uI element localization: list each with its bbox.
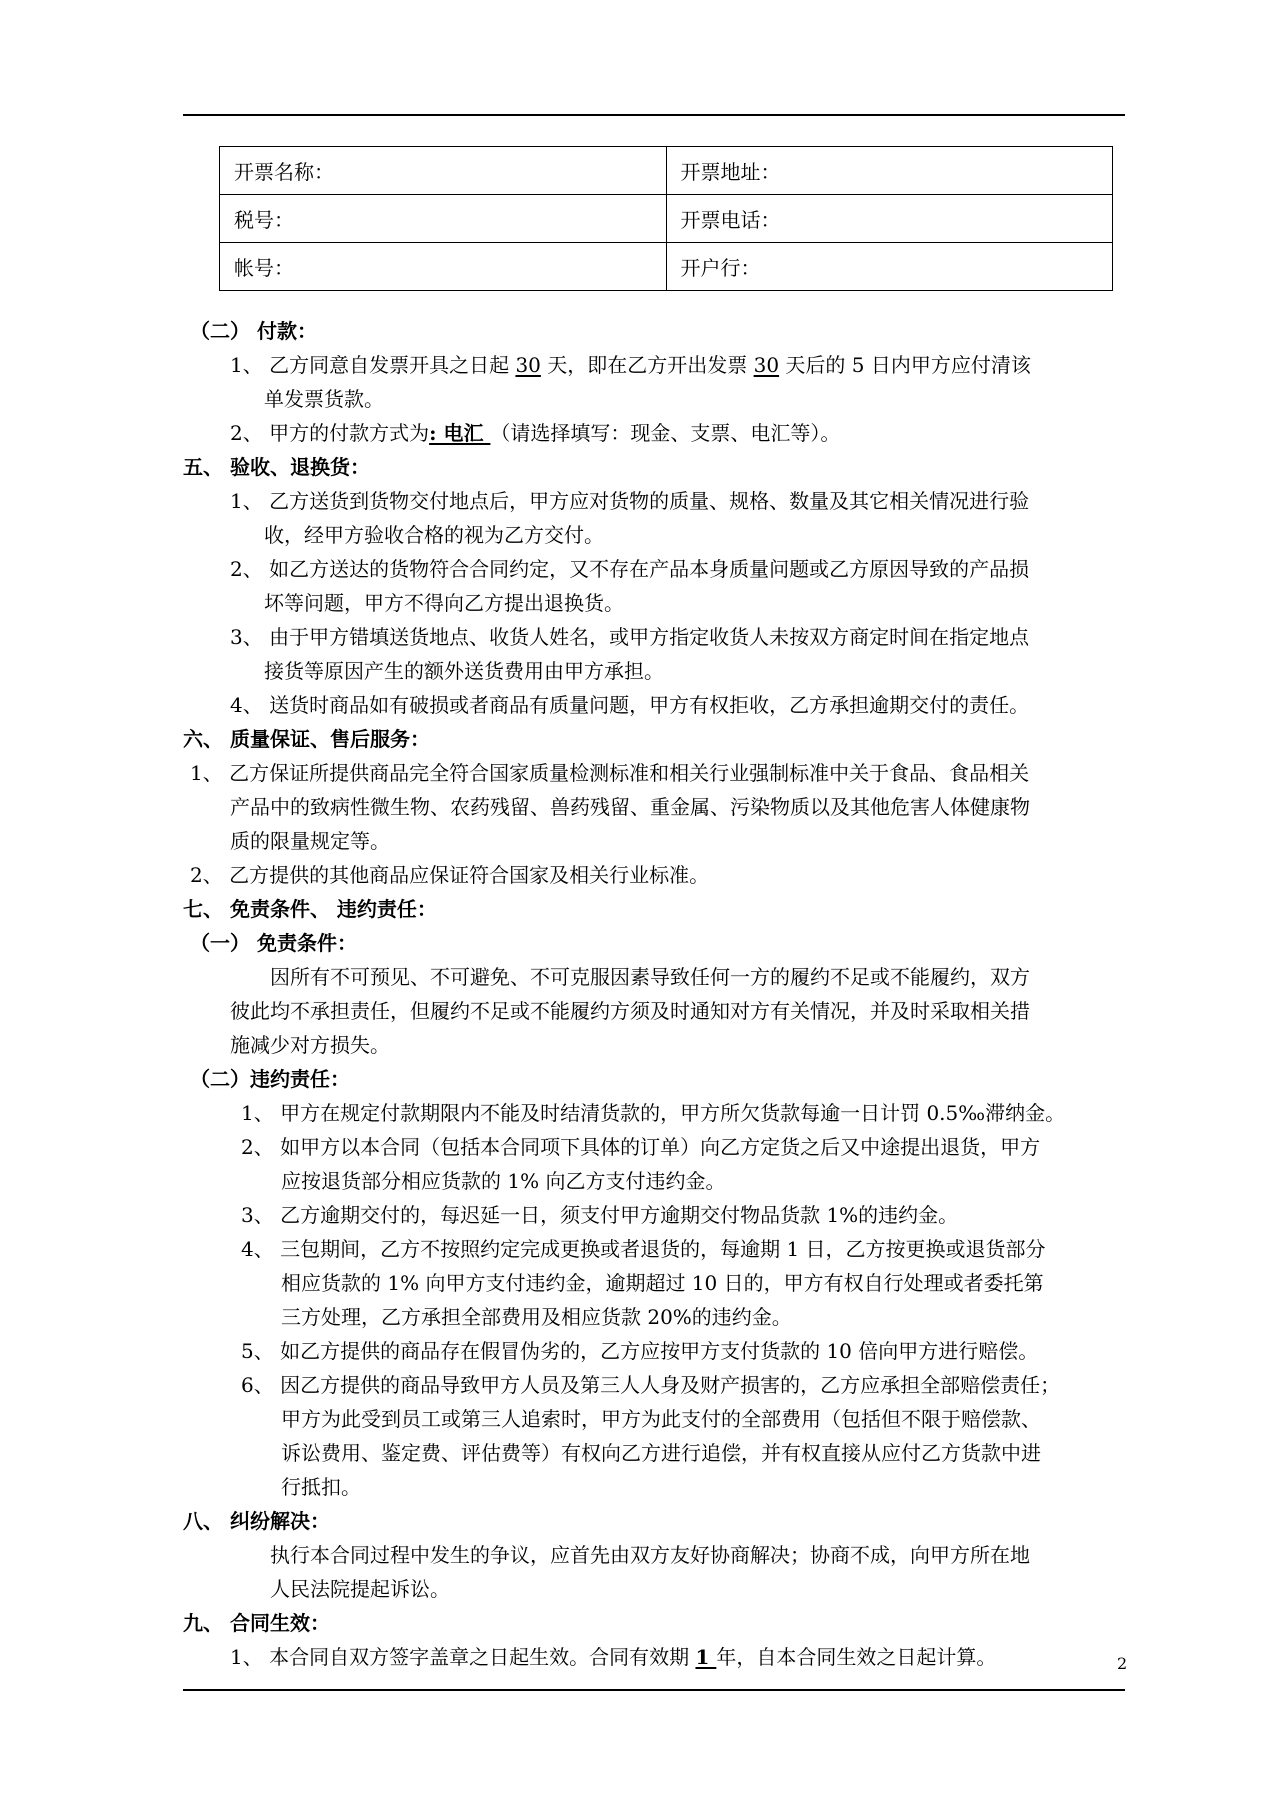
text-span: 2、 甲方的付款方式为	[230, 421, 430, 445]
text-span: （二）违约责任：	[190, 1067, 350, 1091]
text-span: 坏等问题，甲方不得向乙方提出退换货。	[264, 591, 624, 615]
text-line	[183, 722, 430, 756]
text-span: 接货等原因产生的额外送货费用由甲方承担。	[264, 659, 664, 683]
text-span: 质的限量规定等。	[230, 829, 390, 853]
text-span: 2、 如甲方以本合同（包括本合同项下具体的订单）向乙方定货之后又中途提出退货，甲方	[241, 1135, 1041, 1159]
table-row	[220, 147, 1113, 195]
page-number: 2	[1117, 1654, 1128, 1673]
text-line	[241, 1232, 1046, 1266]
text-span: 九、 合同生效：	[183, 1611, 330, 1635]
text-span: 收，经甲方验收合格的视为乙方交付。	[264, 523, 604, 547]
text-span: 1、 乙方同意自发票开具之日起	[230, 353, 516, 377]
invoice-address-cell: 开票地址：	[666, 147, 1113, 195]
text-line	[281, 1402, 1041, 1436]
text-line	[281, 1470, 361, 1504]
text-span: 产品中的致病性微生物、农药残留、兽药残留、重金属、污染物质以及其他危害人体健康物	[230, 795, 1030, 819]
text-span: 相应货款的 1% 向甲方支付违约金，逾期超过 10 日的，甲方有权自行处理或者委托第	[281, 1271, 1044, 1295]
text-span: 诉讼费用、鉴定费、评估费等）有权向乙方进行追偿，并有权直接从应付乙方货款中进	[281, 1441, 1041, 1465]
table-row	[220, 243, 1113, 291]
text-line	[270, 1572, 450, 1606]
text-span: 4、 送货时商品如有破损或者商品有质量问题，甲方有权拒收，乙方承担逾期交付的责任。	[230, 693, 1030, 717]
bank-cell: 开户行：	[666, 243, 1113, 291]
text-span: 30	[753, 353, 780, 377]
text-span: 天后的 5 日内甲方应付清该	[779, 353, 1031, 377]
text-line	[230, 620, 1029, 654]
text-line	[241, 1130, 1040, 1164]
text-span: 1、 乙方送货到货物交付地点后，甲方应对货物的质量、规格、数量及其它相关情况进行验	[230, 489, 1030, 513]
footer-rule	[183, 1689, 1125, 1691]
text-line	[270, 1538, 1030, 1572]
text-span: : 电汇	[429, 421, 491, 445]
text-line	[241, 1198, 958, 1232]
text-span: 1、 本合同自双方签字盖章之日起生效。合同有效期	[230, 1645, 696, 1669]
text-span: 行抵扣。	[281, 1475, 361, 1499]
text-span: 六、 质量保证、售后服务：	[183, 727, 430, 751]
text-span: 4、 三包期间，乙方不按照约定完成更换或者退货的，每逾期 1 日，乙方按更换或退货部分	[241, 1237, 1046, 1261]
text-span: 5、 如乙方提供的商品存在假冒伪劣的，乙方应按甲方支付货款的 10 倍向甲方进行赔偿。	[241, 1339, 1039, 1363]
text-line	[230, 348, 1031, 382]
text-line	[281, 1164, 725, 1198]
text-span: 三方处理，乙方承担全部费用及相应货款 20%的违约金。	[281, 1305, 792, 1329]
text-line	[190, 314, 317, 348]
text-span: 施减少对方损失。	[230, 1033, 390, 1057]
text-line	[183, 450, 370, 484]
invoice-name-cell: 开票名称：	[220, 147, 667, 195]
text-span: （请选择填写：现金、支票、电汇等）。	[490, 421, 841, 445]
text-line	[230, 1028, 390, 1062]
text-line	[230, 416, 840, 450]
text-span: 2、 乙方提供的其他商品应保证符合国家及相关行业标准。	[190, 863, 710, 887]
text-line	[230, 1640, 996, 1674]
text-line	[183, 1606, 330, 1640]
text-span: （二） 付款：	[190, 319, 317, 343]
text-line	[230, 688, 1029, 722]
text-span: 6、 因乙方提供的商品导致甲方人员及第三人人身及财产损害的，乙方应承担全部赔偿责任；	[241, 1373, 1061, 1397]
text-line	[241, 1368, 1060, 1402]
text-line	[183, 892, 437, 926]
text-span: 单发票货款。	[264, 387, 384, 411]
invoice-phone-cell: 开票电话：	[666, 195, 1113, 243]
text-span: 因所有不可预见、不可避免、不可克服因素导致任何一方的履约不足或不能履约，双方	[270, 965, 1030, 989]
text-line	[230, 484, 1029, 518]
text-line	[190, 1062, 350, 1096]
text-span: 七、 免责条件、 违约责任：	[183, 897, 437, 921]
invoice-info-table	[219, 146, 1113, 291]
text-span: 1、 乙方保证所提供商品完全符合国家质量检测标准和相关行业强制标准中关于食品、食品相关	[190, 761, 1030, 785]
text-line	[264, 382, 384, 416]
text-span: 八、 纠纷解决：	[183, 1509, 330, 1533]
text-span: 1	[695, 1645, 717, 1669]
text-line	[230, 790, 1030, 824]
text-line	[230, 994, 1030, 1028]
text-line	[230, 824, 390, 858]
text-span: 30	[515, 353, 541, 377]
text-line	[281, 1436, 1041, 1470]
text-span: 3、 乙方逾期交付的，每迟延一日，须支付甲方逾期交付物品货款 1%的违约金。	[241, 1203, 959, 1227]
account-number-cell: 帐号：	[220, 243, 667, 291]
text-line	[183, 1504, 330, 1538]
text-line	[241, 1096, 1065, 1130]
text-span: 执行本合同过程中发生的争议，应首先由双方友好协商解决；协商不成，向甲方所在地	[270, 1543, 1030, 1567]
tax-number-cell: 税号：	[220, 195, 667, 243]
text-span: 五、 验收、退换货：	[183, 455, 370, 479]
table-row	[220, 195, 1113, 243]
text-line	[190, 756, 1029, 790]
text-span: 年，自本合同生效之日起计算。	[716, 1645, 997, 1669]
text-line	[281, 1266, 1044, 1300]
text-span: （一） 免责条件：	[190, 931, 357, 955]
text-span: 1、 甲方在规定付款期限内不能及时结清货款的，甲方所欠货款每逾一日计罚 0.5‰滞纳金。	[241, 1101, 1066, 1125]
text-span: 甲方为此受到员工或第三人追索时，甲方为此支付的全部费用（包括但不限于赔偿款、	[281, 1407, 1041, 1431]
text-span: 天，即在乙方开出发票	[540, 353, 754, 377]
text-span: 3、 由于甲方错填送货地点、收货人姓名，或甲方指定收货人未按双方商定时间在指定地点	[230, 625, 1030, 649]
text-line	[190, 858, 709, 892]
text-line	[241, 1334, 1038, 1368]
text-line	[190, 926, 357, 960]
text-span: 彼此均不承担责任，但履约不足或不能履约方须及时通知对方有关情况，并及时采取相关措	[230, 999, 1030, 1023]
text-line	[270, 960, 1030, 994]
text-span: 人民法院提起诉讼。	[270, 1577, 450, 1601]
header-rule	[183, 114, 1125, 116]
text-line	[230, 552, 1029, 586]
text-span: 2、 如乙方送达的货物符合合同约定，又不存在产品本身质量问题或乙方原因导致的产品损	[230, 557, 1030, 581]
text-line	[281, 1300, 792, 1334]
text-line	[264, 654, 664, 688]
text-line	[264, 586, 624, 620]
text-line	[264, 518, 604, 552]
text-span: 应按退货部分相应货款的 1% 向乙方支付违约金。	[281, 1169, 726, 1193]
